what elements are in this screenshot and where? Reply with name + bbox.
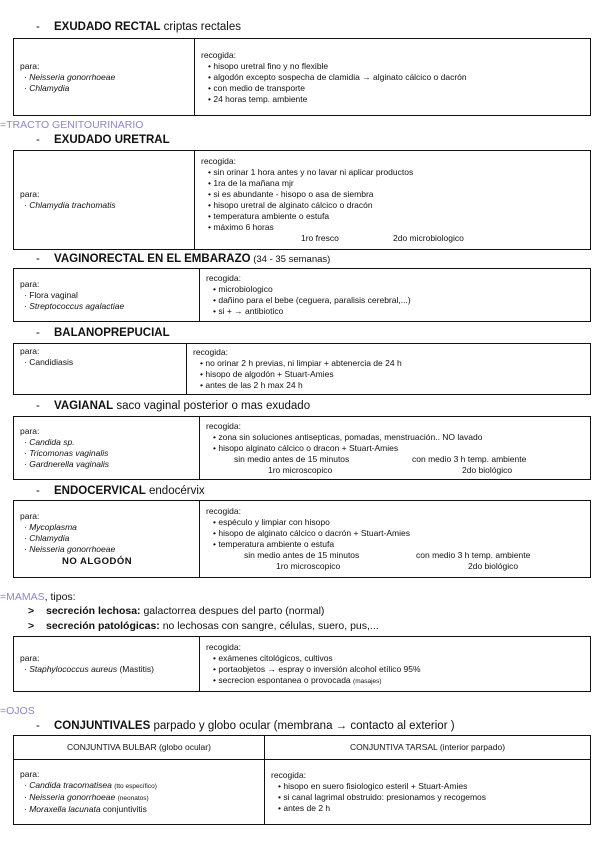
- recog-label: recogida:: [206, 506, 241, 516]
- vaginorectal-title: VAGINORECTAL EN EL EMBARAZO: [54, 253, 251, 265]
- organism: Neisseria gonorrhoeae: [29, 792, 116, 802]
- ojos-recog-cell: [265, 760, 591, 825]
- ojos-header: - CONJUNTIVALES parpado y globo ocular (membrana → contacto al exterior ): [36, 720, 455, 732]
- mamas-type-2: > secreción patológicas: no lechosas con sangre, células, suero, pus,...: [28, 620, 379, 632]
- sub2-right: 2do biológico: [468, 561, 519, 571]
- recog-item: • algodón excepto sospecha de clamidia → alginato cálcico o dacrón: [207, 72, 584, 83]
- uretral-para-cell: [14, 151, 195, 250]
- organism: · Neisseria gonorrhoeae: [24, 72, 188, 83]
- organism-note: (tto específico): [114, 783, 157, 790]
- para-label: para:: [20, 511, 40, 521]
- recog-item: • antes de 2 h: [277, 803, 584, 814]
- vaginal-table: [13, 416, 591, 480]
- recog-item: • hisopo de algodón + Stuart-Amies: [199, 369, 584, 380]
- section-title: TRACTO GENITOURINARIO: [6, 119, 144, 131]
- no-algodon-note: NO ALGODÓN: [62, 556, 133, 567]
- ojos-table: [13, 735, 591, 825]
- recog-item: • si + → antibiotico: [212, 306, 584, 317]
- recog-item: • microbiologico: [212, 284, 584, 295]
- balano-table: [13, 343, 591, 395]
- uretral-table: [13, 150, 591, 250]
- recog-item: • hisopo alginato cálcico o dracon + Stuart-Amies: [212, 443, 584, 454]
- vaginal-recog-cell: [200, 417, 591, 480]
- recog-label: recogida:: [271, 770, 306, 780]
- section-genitourinario: =TRACTO GENITOURINARIO: [0, 119, 144, 131]
- recog-item: • máximo 6 horas: [207, 222, 584, 233]
- endo-para-cell: [14, 501, 200, 578]
- section-title: OJOS: [6, 705, 35, 717]
- organism: · Neisseria gonorrhoeae: [24, 544, 193, 555]
- rectal-title: EXUDADO RECTAL: [54, 21, 161, 33]
- ojos-subtitle: parpado y globo ocular (membrana → contacto al exterior ): [150, 720, 455, 732]
- recog-item: • zona sin soluciones antisepticas, pomadas, menstruación.. NO lavado: [212, 432, 584, 443]
- rectal-recog-cell: [195, 39, 591, 116]
- rectal-table: [13, 38, 591, 116]
- rectal-header: - EXUDADO RECTAL criptas rectales: [36, 21, 242, 33]
- balano-header: - BALANOPREPUCIAL: [36, 327, 170, 339]
- balano-para-cell: [14, 344, 187, 395]
- organism: · Mycoplasma: [24, 522, 193, 533]
- recog-label: recogida:: [206, 273, 241, 283]
- endo-recog-cell: [200, 501, 591, 578]
- recog-label: recogida:: [201, 49, 236, 60]
- sub-right: con medio 3 h temp. ambiente: [412, 453, 527, 464]
- organism: · Flora vaginal: [24, 290, 193, 301]
- recog-label: recogida:: [206, 420, 241, 431]
- para-label: para:: [20, 426, 40, 436]
- organism: · Candida sp.: [24, 437, 193, 448]
- mamas-type-1: > secreción lechosa: galactorrea despues del parto (normal): [28, 605, 325, 617]
- recog-item: • hisopo uretral de alginato cálcico o dracón: [207, 200, 584, 211]
- mamas-table: [13, 636, 591, 692]
- recog-item: secrecion espontanea o provocada: [218, 674, 351, 685]
- section-subtitle: , tipos:: [44, 591, 76, 603]
- organism-note: (neonatos): [117, 795, 149, 802]
- organism: · Streptococcus agalactiae: [24, 301, 193, 312]
- recog-item: • dañino para el bebe (ceguera, paralisis cerebral,...): [212, 295, 584, 306]
- note-left: 1ro fresco: [301, 233, 339, 243]
- sub2-right: 2do biológico: [462, 464, 513, 475]
- vaginorectal-header: - VAGINORECTAL EN EL EMBARAZO (34 - 35 semanas): [36, 253, 331, 265]
- vaginorectal-subtitle: (34 - 35 semanas): [250, 254, 331, 265]
- sub2-left: 1ro microscopico: [268, 464, 333, 475]
- recog-item: • exámenes citológicos, cultivos: [212, 653, 584, 664]
- recog-item: • temperatura ambiente o estufa: [207, 211, 584, 222]
- organism: · Chlamydia: [24, 533, 193, 544]
- para-label: para:: [20, 769, 40, 779]
- uretral-recog-cell: [195, 151, 591, 250]
- organism: · Gardnerella vaginalis: [24, 459, 193, 470]
- recog-label: recogida:: [201, 156, 236, 166]
- organism-note: conjuntivitis: [100, 804, 147, 814]
- organism: · Candidiasis: [24, 357, 180, 368]
- recog-item: • hisopo en suero fisiologico esteril + Stuart-Amies: [277, 781, 584, 792]
- mamas-recog-cell: [200, 637, 591, 692]
- recog-item: • antes de las 2 h max 24 h: [199, 380, 584, 391]
- organism-note: (Mastitis): [117, 664, 154, 674]
- para-label: para:: [20, 189, 40, 199]
- uretral-title: EXUDADO URETRAL: [54, 134, 170, 146]
- recog-item: • 1ra de la mañana mjr: [207, 178, 584, 189]
- ojos-col2-header: CONJUNTIVA TARSAL (interior parpado): [265, 736, 591, 760]
- recog-item: • no orinar 2 h previas, ni limpiar + abtenercia de 24 h: [199, 358, 584, 369]
- type-label: secreción patológicas:: [46, 620, 160, 632]
- recog-label: recogida:: [193, 347, 228, 357]
- sub-left: sin medio antes de 15 minutos: [234, 453, 350, 464]
- organism: Moraxella lacunata: [29, 804, 101, 814]
- organism: · Chlamydia: [24, 83, 188, 94]
- recog-item: • si es abundante - hisopo o asa de siembra: [207, 189, 584, 200]
- recog-item: • espéculo y limpiar con hisopo: [212, 517, 584, 528]
- para-label: para:: [20, 653, 40, 663]
- section-ojos: =OJOS: [0, 705, 35, 717]
- sub-right: con medio 3 h temp. ambiente: [416, 550, 531, 560]
- balano-recog-cell: [187, 344, 591, 395]
- organism: Staphylococcus aureus: [29, 664, 118, 674]
- type-desc: no lechosas con sangre, células, suero, pus,...: [159, 620, 379, 632]
- vaginal-header: - VAGIANAL saco vaginal posterior o mas exudado: [36, 400, 311, 412]
- vaginorectal-para-cell: [14, 269, 200, 322]
- recog-item: • temperatura ambiente o estufa: [212, 539, 584, 550]
- recog-item: • si canal lagrimal obstruido: presionamos y recogemos: [277, 792, 584, 803]
- vaginal-subtitle: saco vaginal posterior o mas exudado: [113, 400, 311, 412]
- para-label: para:: [20, 60, 40, 71]
- type-desc: galactorrea despues del parto (normal): [140, 605, 325, 617]
- ojos-para-cell: [14, 760, 265, 825]
- ojos-title: CONJUNTIVALES: [54, 720, 151, 732]
- para-label: para:: [20, 346, 40, 356]
- recog-item: • con medio de transporte: [207, 83, 584, 94]
- section-mamas: =MAMAS, tipos:: [0, 591, 76, 603]
- recog-item: • hisopo de alginato cálcico o dacrón + Stuart-Amies: [212, 528, 584, 539]
- endo-title: ENDOCERVICAL: [54, 485, 146, 497]
- recog-item: • 24 horas temp. ambiente: [207, 94, 584, 105]
- mamas-para-cell: [14, 637, 200, 692]
- balano-title: BALANOPREPUCIAL: [54, 327, 170, 339]
- sub-left: sin medio antes de 15 minutos: [244, 550, 360, 560]
- vaginorectal-recog-cell: [200, 269, 591, 322]
- recog-item: • sin orinar 1 hora antes y no lavar ni aplicar productos: [207, 167, 584, 178]
- vaginorectal-table: [13, 268, 591, 322]
- endo-subtitle: endocérvix: [145, 485, 205, 497]
- organism: · Tricomonas vaginalis: [24, 448, 193, 459]
- para-label: para:: [20, 278, 40, 289]
- rectal-subtitle: criptas rectales: [160, 21, 242, 33]
- section-title: MAMAS: [6, 591, 45, 603]
- organism: · Chlamydia trachomatis: [24, 200, 188, 211]
- uretral-header: - EXUDADO URETRAL: [36, 134, 170, 146]
- rectal-para-cell: [14, 39, 195, 116]
- vaginal-para-cell: [14, 417, 200, 480]
- vaginal-title: VAGIANAL: [54, 400, 114, 412]
- endo-table: [13, 500, 591, 578]
- organism: Candida tracomatisea: [29, 780, 112, 790]
- ojos-col1-header: CONJUNTIVA BULBAR (globo ocular): [14, 736, 265, 760]
- endo-header: - ENDOCERVICAL endocérvix: [36, 485, 205, 497]
- sub2-left: 1ro microscopico: [276, 561, 341, 571]
- type-label: secreción lechosa:: [46, 605, 141, 617]
- recog-note: (masajes): [353, 677, 382, 685]
- recog-item: • hisopo uretral fino y no flexible: [207, 61, 584, 72]
- note-right: 2do microbiologico: [393, 233, 464, 243]
- recog-item: • portaobjetos → espray o inversión alcohol etílico 95%: [212, 664, 584, 675]
- recog-label: recogida:: [206, 641, 241, 652]
